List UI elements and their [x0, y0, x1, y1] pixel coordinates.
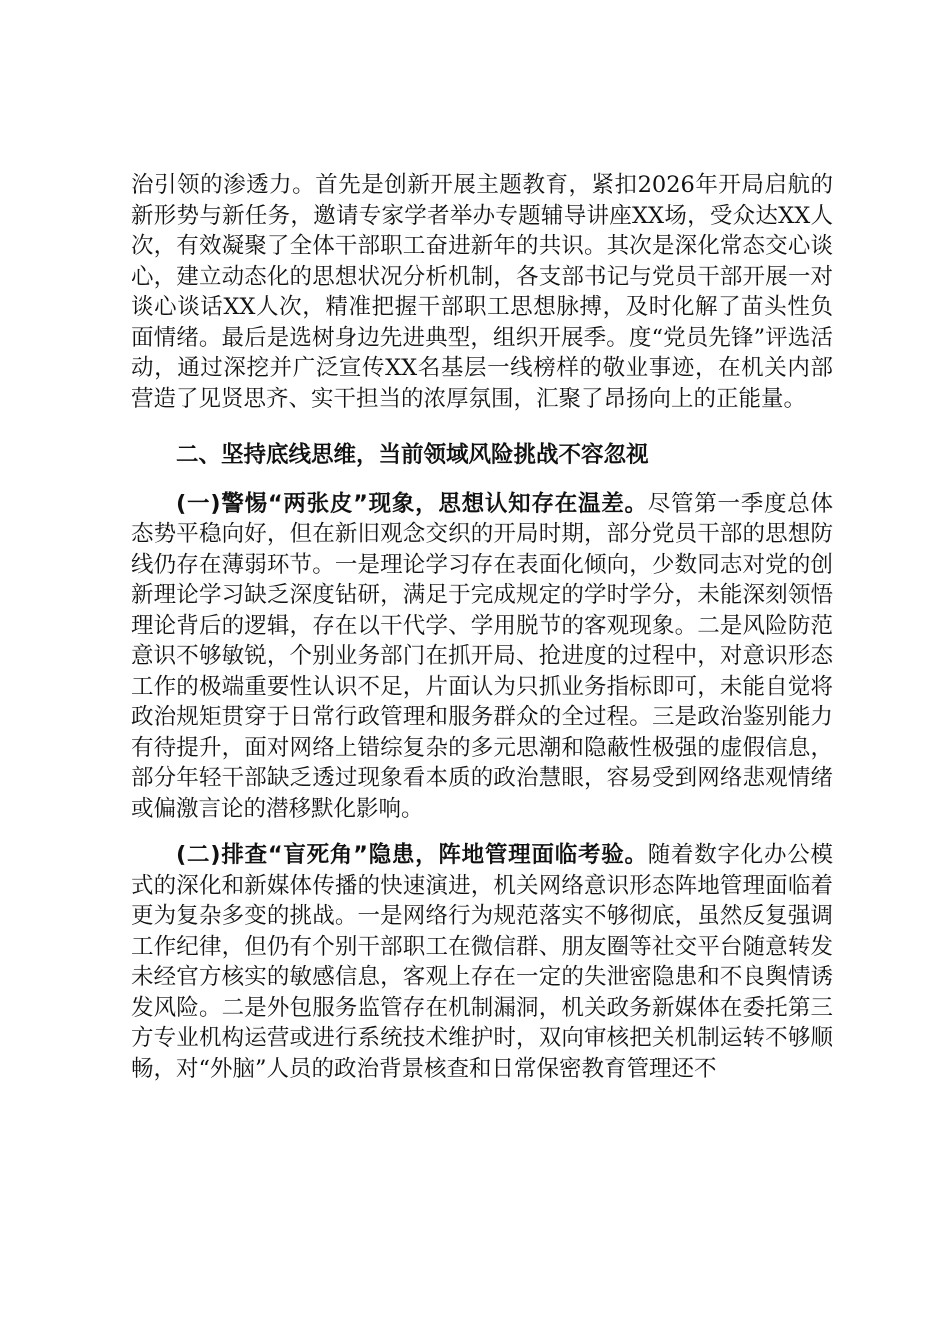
section-heading: 二、坚持底线思维，当前领域风险挑战不容忽视	[176, 442, 649, 468]
document-page	[131, 170, 833, 1084]
paragraph-spacer	[131, 824, 833, 840]
subsection-body-1: 尽管第一季度总体态势平稳向好，但在新旧观念交织的开局时期，部分党员干部的思想防线仍存在薄弱环节。一是理论学习存在表面化倾向，少数同志对党的创新理论学习缺乏深度钻研，满足于完成规定的学时学分，未能深刻领悟理论背后的逻辑，存在以干代学、学用脱节的客观现象。二是风险防范意识不够敏锐，个别业务部门在抓开局、抢进度的过程中，对意识形态工作的极端重要性认识不足，片面认为只抓业务指标即可，未能自觉将政治规矩贯穿于日常行政管理和服务群众的全过程。三是政治鉴别能力有待提升，面对网络上错综复杂的多元思潮和隐蔽性极强的虚假信息，部分年轻干部缺乏透过现象看本质的政治慧眼，容易受到网络悲观情绪或偏激言论的潜移默化影响。	[131, 490, 833, 822]
subsection-title-1: (一)警惕“两张皮”现象，思想认知存在温差。	[176, 490, 648, 517]
body-paragraph: 治引领的渗透力。首先是创新开展主题教育，紧扣2026年开局启航的新形势与新任务，邀请专家学者举办专题辅导讲座XX场，受众达XX人次，有效凝聚了全体干部职工奋进新年的共识。其次是深化常态交心谈心，建立动态化的思想状况分析机制，各支部书记与党员干部开展一对谈心谈话XX人次，精准把握干部职工思想脉搏，及时化解了苗头性负面情绪。最后是选树身边先进典型，组织开展季。度“党员先锋”评选活动，通过深挖并广泛宣传XX名基层一线榜样的敬业事迹，在机关内部营造了见贤思齐、实干担当的浓厚氛围，汇聚了昂扬向上的正能量。	[131, 172, 833, 412]
subsection-body-2: 随着数字化办公模式的深化和新媒体传播的快速演进，机关网络意识形态阵地管理面临着更为复杂多变的挑战。一是网络行为规范落实不够彻底，虽然反复强调工作纪律，但仍有个别干部职工在微信群、朋友圈等社交平台随意转发未经官方核实的敏感信息，客观上存在一定的失泄密隐患和不良舆情诱发风险。二是外包服务监管存在机制漏洞，机关政务新媒体在委托第三方专业机构运营或进行系统技术维护时，双向审核把关机制运转不够顺畅，对“外脑”人员的政治背景核查和日常保密教育管理还不	[131, 842, 833, 1082]
subsection-title-2: (二)排查“盲死角”隐患，阵地管理面临考验。	[176, 842, 648, 868]
subsection-paragraph-1	[131, 489, 833, 825]
subsection-paragraph-2	[131, 840, 833, 1084]
